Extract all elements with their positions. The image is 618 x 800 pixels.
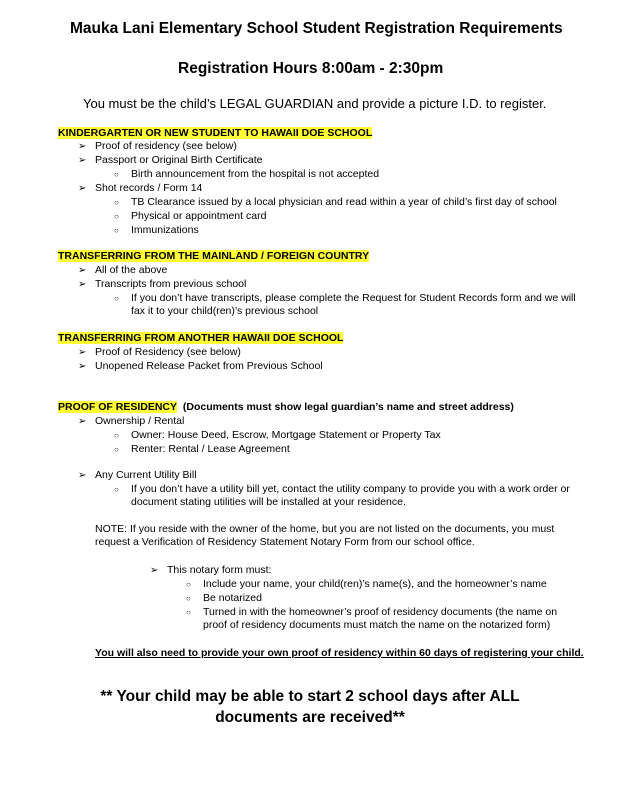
list-item: Owner: House Deed, Escrow, Mortgage Statement or Property Tax <box>131 429 441 441</box>
kindergarten-header: KINDERGARTEN OR NEW STUDENT TO HAWAII DOE SCHOOL <box>58 127 373 139</box>
list-item: Physical or appointment card <box>131 210 267 222</box>
arrow-bullet-icon: ➢ <box>150 565 159 576</box>
circle-bullet-icon: ○ <box>114 226 119 235</box>
arrow-bullet-icon: ➢ <box>78 265 87 276</box>
list-item <box>78 415 86 428</box>
list-item <box>150 564 158 577</box>
circle-bullet-icon: ○ <box>114 431 119 440</box>
residency-note: (Documents must show legal guardian’s name and street address) <box>182 401 514 413</box>
arrow-bullet-icon: ➢ <box>78 155 87 166</box>
list-item <box>186 592 191 605</box>
list-item <box>78 182 86 195</box>
list-item <box>78 264 86 277</box>
circle-bullet-icon: ○ <box>114 212 119 221</box>
list-item <box>114 196 119 209</box>
circle-bullet-icon: ○ <box>114 170 119 179</box>
circle-bullet-icon: ○ <box>114 445 119 454</box>
circle-bullet-icon: ○ <box>114 294 119 303</box>
own-proof-notice: You will also need to provide your own proof of residency within 60 days of registering your child. <box>95 647 584 659</box>
list-item: Unopened Release Packet from Previous School <box>95 360 323 372</box>
arrow-bullet-icon: ➢ <box>78 141 87 152</box>
list-item <box>114 210 119 223</box>
list-item <box>78 360 86 373</box>
list-item: TB Clearance issued by a local physician and read within a year of child’s first day of school <box>131 196 557 208</box>
list-item: Transcripts from previous school <box>95 278 247 290</box>
arrow-bullet-icon: ➢ <box>78 279 87 290</box>
arrow-bullet-icon: ➢ <box>78 361 87 372</box>
list-item: Ownership / Rental <box>95 415 185 427</box>
document-title: Mauka Lani Elementary School Student Registration Requirements <box>70 20 563 37</box>
list-item: Include your name, your child(ren)’s name(s), and the homeowner’s name <box>203 578 547 590</box>
list-item: If you don’t have a utility bill yet, contact the utility company to provide you with a work order or document stating utilities will be installed at your residence. <box>131 483 570 508</box>
residency-header: PROOF OF RESIDENCY <box>58 401 178 413</box>
list-item: Be notarized <box>203 592 262 604</box>
notary-intro: This notary form must: <box>167 564 272 576</box>
arrow-bullet-icon: ➢ <box>78 183 87 194</box>
list-item: All of the above <box>95 264 168 276</box>
arrow-bullet-icon: ➢ <box>78 470 87 481</box>
list-item: Renter: Rental / Lease Agreement <box>131 443 290 455</box>
circle-bullet-icon: ○ <box>186 608 191 617</box>
list-item: If you don’t have transcripts, please complete the Request for Student Records form and we will fax it to your child(ren)’s previous school <box>131 292 576 317</box>
final-notice: ** Your child may be able to start 2 school days after ALL documents are received** <box>100 688 520 726</box>
list-item: Any Current Utility Bill <box>95 469 197 481</box>
circle-bullet-icon: ○ <box>186 580 191 589</box>
arrow-bullet-icon: ➢ <box>78 347 87 358</box>
arrow-bullet-icon: ➢ <box>78 416 87 427</box>
list-item: Shot records / Form 14 <box>95 182 203 194</box>
intro-text: You must be the child’s LEGAL GUARDIAN and provide a picture I.D. to register. <box>83 96 547 111</box>
list-item <box>114 224 119 237</box>
hawaii-header: TRANSFERRING FROM ANOTHER HAWAII DOE SCHOOL <box>58 332 344 344</box>
list-item: Immunizations <box>131 224 199 236</box>
registration-hours: Registration Hours 8:00am - 2:30pm <box>178 60 444 77</box>
list-item: Proof of Residency (see below) <box>95 346 241 358</box>
list-item <box>114 429 119 442</box>
list-item: Proof of residency (see below) <box>95 140 237 152</box>
residency-header-line <box>58 401 514 413</box>
list-item <box>78 140 86 153</box>
circle-bullet-icon: ○ <box>186 594 191 603</box>
list-item <box>114 168 119 181</box>
list-item <box>78 154 86 167</box>
circle-bullet-icon: ○ <box>114 485 119 494</box>
list-item <box>114 483 119 496</box>
list-item <box>78 346 86 359</box>
list-item <box>78 469 86 482</box>
notary-note: NOTE: If you reside with the owner of the home, but you are not listed on the documents, you must request a Verification of Residency Statement Notary Form from our school office. <box>95 523 555 548</box>
list-item <box>78 278 86 291</box>
list-item: Passport or Original Birth Certificate <box>95 154 263 166</box>
mainland-header: TRANSFERRING FROM THE MAINLAND / FOREIGN COUNTRY <box>58 250 370 262</box>
list-item: Birth announcement from the hospital is not accepted <box>131 168 380 180</box>
list-item <box>186 578 191 591</box>
list-item <box>114 443 119 456</box>
list-item: Turned in with the homeowner’s proof of residency documents (the name on proof of residency documents must match the name on the notarized form) <box>203 606 558 631</box>
list-item <box>186 606 191 619</box>
list-item <box>114 292 119 305</box>
circle-bullet-icon: ○ <box>114 198 119 207</box>
